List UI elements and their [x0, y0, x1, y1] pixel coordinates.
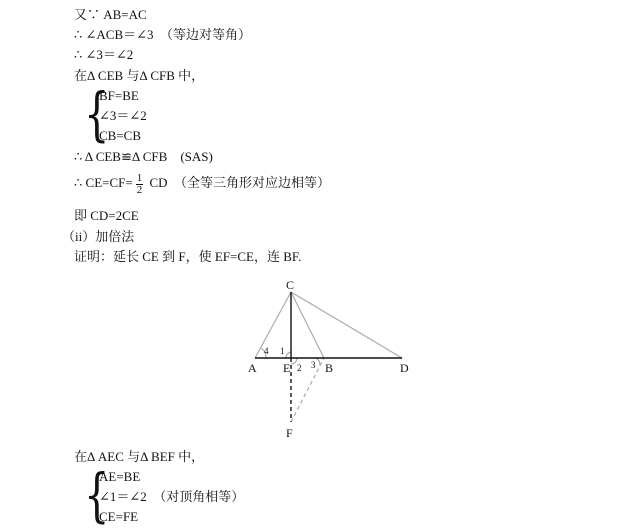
angle-arc-3	[316, 358, 320, 365]
system1-angle3-eq-angle2: ∠3＝∠2	[99, 108, 147, 123]
angle-label-3: 3	[311, 360, 316, 370]
text-line-ab-eq-ac: 又∵ AB=AC	[74, 7, 147, 22]
system1-cb-eq-cb: CB=CB	[99, 128, 142, 143]
point-label-e: E	[283, 361, 291, 375]
angle-arc-1	[286, 352, 291, 358]
angle-label-4: 4	[264, 346, 269, 356]
system1-bf-eq-be: BF=BE	[99, 88, 139, 103]
point-label-d: D	[400, 361, 409, 375]
fraction-denominator: 2	[136, 183, 143, 196]
point-label-a: A	[248, 361, 257, 375]
angle-label-1: 1	[280, 346, 285, 356]
text-line-proof-extend-ce: 证明：延长 CE 到 F，使 EF=CE，连 BF.	[74, 249, 302, 264]
text-line-cd-eq-2ce: 即 CD=2CE	[74, 208, 139, 223]
segment-ca	[255, 292, 291, 358]
system2-angle1-eq-angle2: ∠1＝∠2 （对顶角相等）	[99, 489, 245, 504]
angle-label-2: 2	[297, 363, 302, 373]
brace-system-2: {	[84, 462, 110, 530]
point-label-c: C	[286, 278, 295, 292]
text-line-congruent-sas: ∴ Δ CEB≌Δ CFB (SAS)	[74, 149, 213, 164]
brace-system-1: {	[84, 81, 110, 149]
fraction-numerator: 1	[136, 171, 143, 184]
segment-bf-dashed	[291, 358, 324, 422]
section-heading-doubling-method: （ii）加倍法	[62, 229, 135, 244]
text-line-triangles-aec-bef: 在Δ AEC 与Δ BEF 中，	[74, 449, 205, 464]
system2-ae-eq-be: AE=BE	[99, 469, 141, 484]
point-label-f: F	[286, 426, 293, 440]
point-label-b: B	[325, 361, 334, 375]
ce-eq-cf-suffix: CD （全等三角形对应边相等）	[146, 175, 331, 190]
system2-ce-eq-fe: CE=FE	[99, 509, 139, 524]
text-line-triangles-ceb-cfb: 在Δ CEB 与Δ CFB 中，	[74, 68, 205, 83]
text-line-angle3-eq-angle2: ∴ ∠3＝∠2	[74, 47, 134, 62]
text-line-angle-acb: ∴ ∠ACB＝∠3 （等边对等角）	[74, 27, 252, 42]
ce-eq-cf-prefix: ∴ CE=CF=	[74, 175, 133, 190]
